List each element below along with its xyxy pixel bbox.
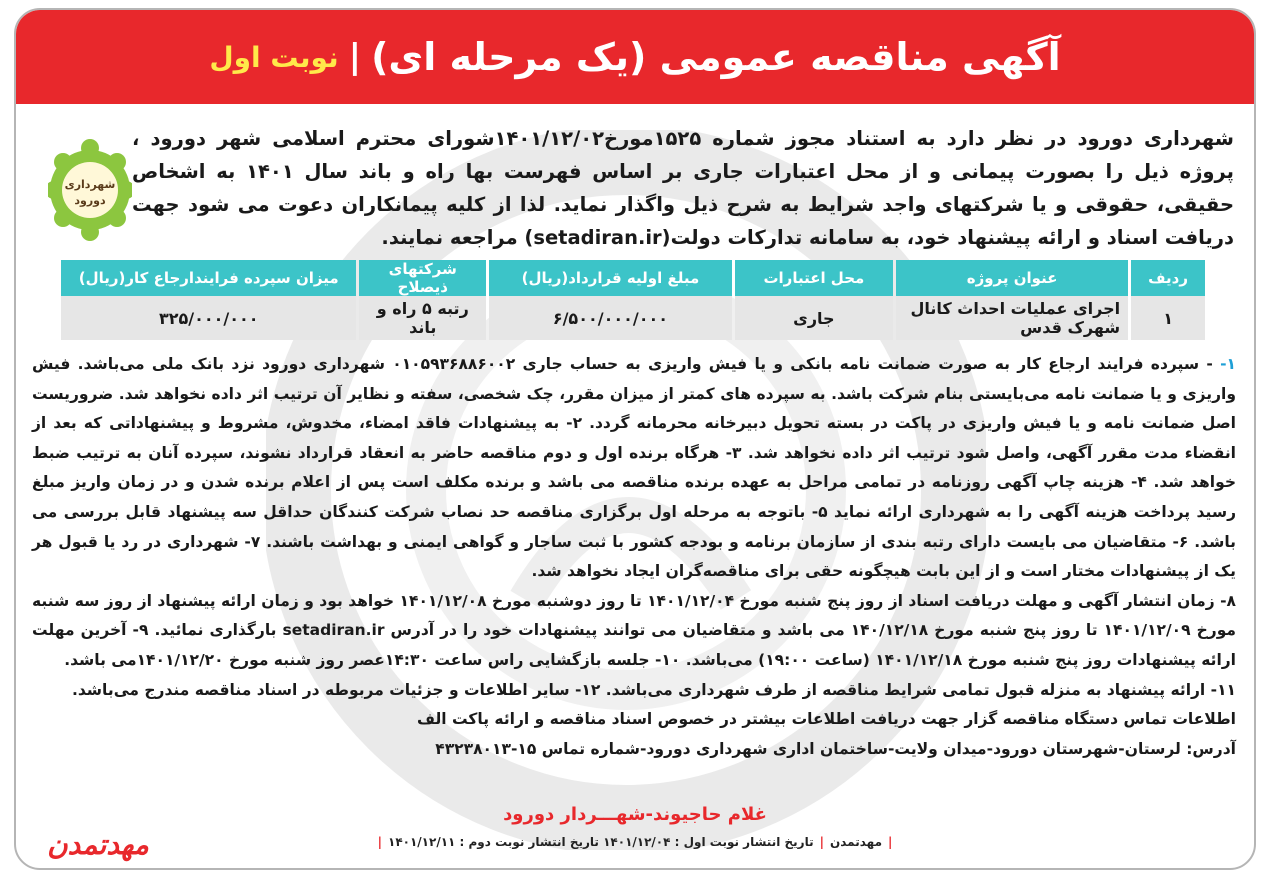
header-contract-amount: مبلغ اولیه قرارداد(ریال)	[489, 260, 732, 296]
meta-dates: تاریخ انتشار نوبت اول : ۱۴۰۱/۱۲/۰۴ تاریخ انتشار نوبت دوم : ۱۴۰۱/۱۲/۱۱	[388, 835, 814, 849]
newspaper-logo	[38, 816, 158, 868]
terms-p1-text: - سپرده فرایند ارجاع کار به صورت ضمانت نامه بانکی و یا فیش واریزی به حساب جاری ۰۱۰۵۹۳۶۸۸۶۰۰۲ شهرداری دورود نزد بانک ملی می‌باشد. فیش واریزی و یا ضمانت نامه می‌بایستی بنام شرکت باشد. به سپرده های کمتر از میزان مقرر، چک شخصی، سفته و نظایر آن ترتیب اثر داده نخواهد شد. ضروریست اصل ضمانت نامه و یا فیش واریزی در پاکت در بسته تحویل دبیرخانه محرمانه گردد. ۲- به پیشنهادات فاقد امضاء، مخدوش، مشروط و پیشنهاداتی که بعد از انقضاء مدت مقرر آگهی، واصل شود ترتیب اثر داده نخواهد شد. ۳- هرگاه برنده اول و دوم مناقصه حاضر به انعقاد قرارداد نشوند، سپرده آنان به ترتیب ضبط خواهد شد. ۴- هزینه چاپ آگهی روزنامه در تمامی مراحل به عهده برنده مناقصه می باشد و برنده مکلف است پس از اعلام برنده شدن و در زمان واریز مبلغ رسید پرداخت هزینه آگهی را به شهرداری ارائه نماید ۵- باتوجه به مرحله اول برگزاری مناقصه حد نصاب شرکت کنندگان حداقل سه پیشنهاد قابل بررسی می باشد. ۶- متقاضیان می بایست دارای رتبه بندی از سازمان برنامه و بودجه کشور با ثبت ساجار و گواهی ایمنی و بهداشت باشند. ۷- شهرداری در رد یا قبول هر یک از پیشنهادات مختار است و از این بابت هیچگونه حقی برای مناقصه‌گران ایجاد نخواهد شد.	[32, 355, 1237, 581]
terms-paragraph-1	[32, 350, 1236, 587]
header-row-number: ردیف	[1131, 260, 1205, 296]
table-header-row	[61, 260, 1205, 296]
cell-row-number: ۱	[1131, 296, 1205, 340]
projects-table	[58, 260, 1208, 340]
intro-section	[16, 104, 1254, 254]
terms-section	[16, 340, 1254, 764]
header-project-title: عنوان پروژه	[896, 260, 1128, 296]
cell-contract-amount: ۶/۵۰۰/۰۰۰/۰۰۰	[489, 296, 732, 340]
meta-bar-left: |	[377, 835, 382, 849]
title-separator: |	[348, 37, 362, 77]
advertisement-frame	[14, 8, 1256, 870]
terms-paragraph-3: ۱۱- ارائه پیشنهاد به منزله قبول تمامی شرایط مناقصه از طرف شهرداری می‌باشد. ۱۲- سایر اطلاعات و جزئیات مربوطه در اسناد مناقصه مندرج می‌باشد.	[71, 680, 1236, 699]
address-line: آدرس: لرستان-شهرستان دورود-میدان ولایت-ساختمان اداری شهرداری دورود-شماره تماس ۱۵-۴۳۲۳۸۰۱۳	[435, 739, 1236, 758]
header-banner	[16, 10, 1254, 104]
logo-text-line1: شهرداری	[64, 178, 116, 191]
intro-paragraph: شهرداری دورود در نظر دارد به استناد مجوز شماره ۱۵۲۵مورخ۱۴۰۱/۱۲/۰۲شورای محترم اسلامی شهر دورود ، پروژه ذیل را بصورت پیمانی و از محل اعتبارات جاری بر اساس فهرست بها راه و باند سال ۱۴۰۱ به اشخاص حقیقی، حقوقی و یا شرکتهای واجد شرایط به شرح ذیل واگذار نماید. لذا از کلیه پیمانکاران دعوت می شود جهت دریافت اسناد و ارائه پیشنهاد خود، به سامانه تدارکات دولت(setadiran.ir) مراجعه نمایند.	[132, 127, 1234, 249]
meta-bar-right: |	[888, 835, 893, 849]
publication-dates	[16, 835, 1254, 849]
cell-funding-source: جاری	[735, 296, 893, 340]
terms-p1-number: ۱-	[1220, 355, 1236, 373]
meta-prefix: مهدتمدن	[829, 835, 882, 849]
cell-deposit-amount: ۳۲۵/۰۰۰/۰۰۰	[61, 296, 356, 340]
cell-eligible-companies: رتبه ۵ راه و باند	[359, 296, 486, 340]
header-eligible-companies: شرکتهای ذیصلاح	[359, 260, 486, 296]
contact-info-line: اطلاعات تماس دستگاه مناقصه گزار جهت دریافت اطلاعات بیشتر در خصوص اسناد مناقصه و ارائه پاکت الف	[416, 710, 1236, 729]
ad-round-label: نوبت اول	[209, 40, 339, 74]
meta-bar-middle: |	[819, 835, 824, 849]
terms-paragraph-2: ۸- زمان انتشار آگهی و مهلت دریافت اسناد از روز پنج شنبه مورخ ۱۴۰۱/۱۲/۰۴ تا روز دوشنبه مورخ ۱۴۰۱/۱۲/۰۸ خواهد بود و زمان ارائه پیشنهاد از روز سه شنبه مورخ ۱۴۰۱/۱۲/۰۹ تا روز پنج شنبه مورخ ۱۴۰/۱۲/۱۸ می باشد و متقاضیان می توانند پیشنهادات خود را در آدرس setadiran.ir بارگذاری نمائید. ۹- آخرین مهلت ارائه پیشنهادات روز پنج شنبه مورخ ۱۴۰۱/۱۲/۱۸ (ساعت ۱۹:۰۰) می‌باشد. ۱۰- جلسه بازگشایی راس ساعت ۱۴:۳۰عصر روز شنبه مورخ ۱۴۰۱/۱۲/۲۰می باشد.	[32, 591, 1237, 669]
ad-title: آگهی مناقصه عمومی (یک مرحله ای)	[371, 35, 1061, 79]
header-funding-source: محل اعتبارات	[735, 260, 893, 296]
logo-text-line2: دورود	[74, 194, 106, 207]
municipality-logo-icon	[48, 128, 132, 252]
cell-project-title: اجرای عملیات احداث کانال شهرک قدس	[896, 296, 1128, 340]
newspaper-logo-text: مهدتمدن	[47, 828, 149, 861]
mayor-signature: غلام حاجیوند-شهـــردار دورود	[503, 804, 767, 825]
table-row	[61, 296, 1205, 340]
signature-block	[16, 804, 1254, 849]
header-deposit-amount: میزان سپرده فرایندارجاع کار(ریال)	[61, 260, 356, 296]
